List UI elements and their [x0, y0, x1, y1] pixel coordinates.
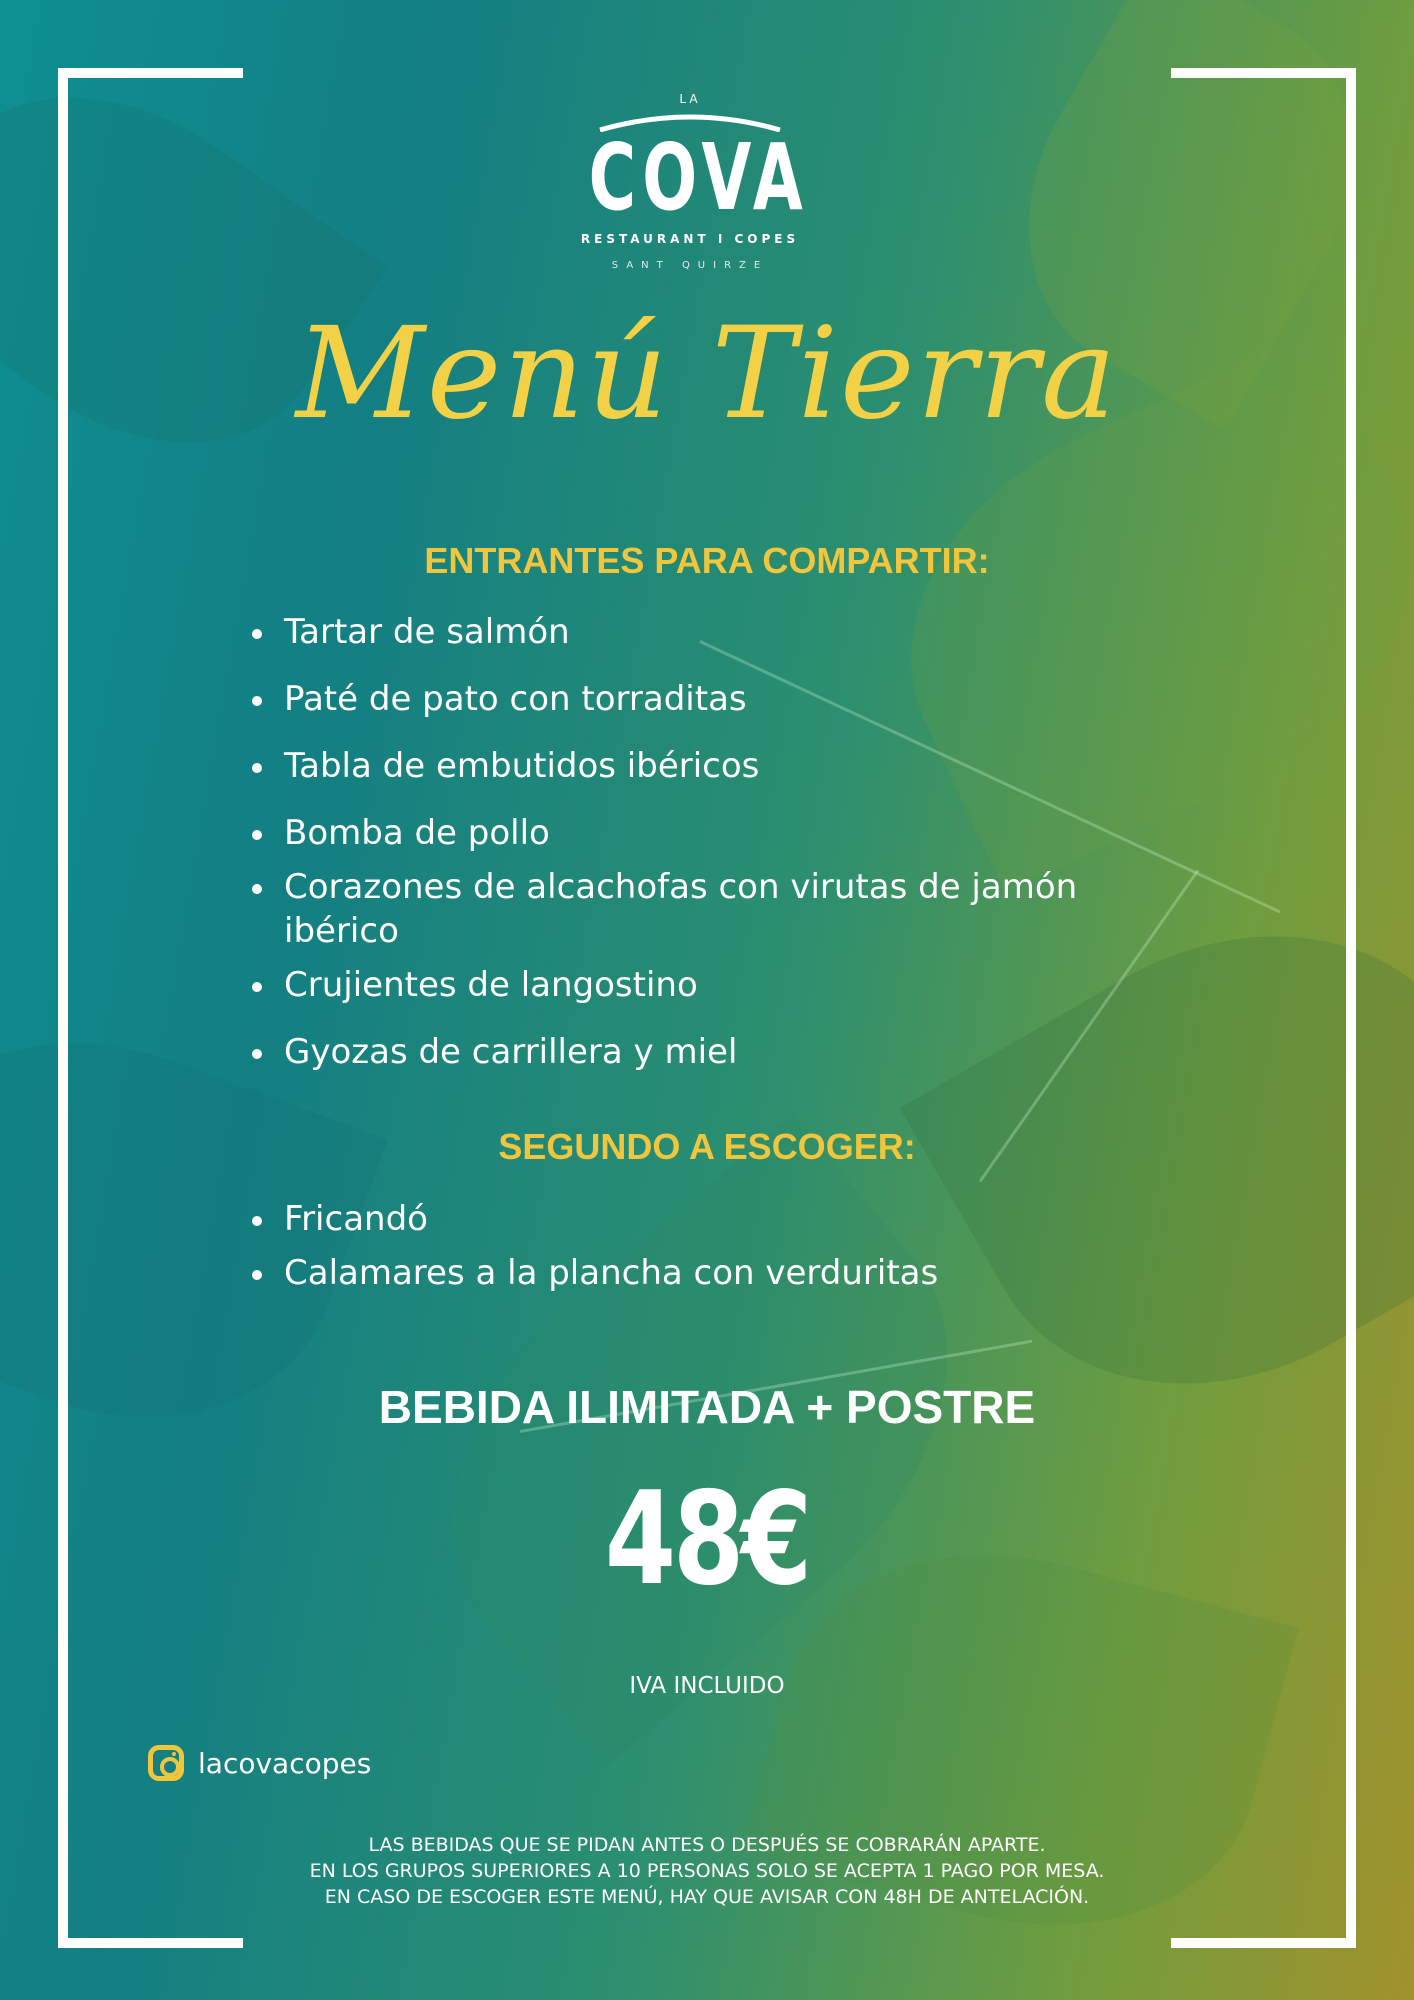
- list-item: Calamares a la plancha con verduritas: [248, 1251, 1198, 1295]
- menu-title: Menú Tierra: [295, 300, 1119, 447]
- instagram-link[interactable]: [148, 1745, 371, 1781]
- footer-note: EN LOS GRUPOS SUPERIORES A 10 PERSONAS SOLO SE ACEPTA 1 PAGO POR MESA.: [309, 1860, 1105, 1882]
- instagram-icon: [148, 1745, 184, 1781]
- extras-banner: BEBIDA ILIMITADA + POSTRE: [378, 1381, 1036, 1433]
- list-item: Corazones de alcachofas con virutas de jamón ibérico: [248, 865, 1164, 953]
- logo-prefix: LA: [679, 92, 701, 106]
- mains-list: [248, 1197, 1198, 1295]
- menu-price: 48€: [604, 1465, 810, 1614]
- logo-name: COVA: [588, 124, 809, 231]
- footer-note: LAS BEBIDAS QUE SE PIDAN ANTES O DESPUÉS SE COBRARÁN APARTE.: [368, 1834, 1046, 1856]
- restaurant-logo: [560, 92, 820, 271]
- logo-subtitle: RESTAURANT I COPES: [580, 232, 800, 246]
- list-item: Paté de pato con torraditas: [248, 677, 1198, 721]
- list-item: Tartar de salmón: [248, 610, 1198, 654]
- logo-place: SANT QUIRZE: [611, 260, 769, 271]
- starters-list: [248, 610, 1198, 1074]
- list-item: Fricandó: [248, 1197, 1198, 1241]
- list-item: Crujientes de langostino: [248, 963, 1198, 1007]
- list-item: Tabla de embutidos ibéricos: [248, 744, 1198, 788]
- list-item: Bomba de pollo: [248, 811, 1198, 855]
- list-item: Gyozas de carrillera y miel: [248, 1030, 1198, 1074]
- footer-note: EN CASO DE ESCOGER ESTE MENÚ, HAY QUE AVISAR CON 48H DE ANTELACIÓN.: [324, 1886, 1090, 1908]
- instagram-handle: lacovacopes: [198, 1746, 372, 1780]
- starters-heading: ENTRANTES PARA COMPARTIR:: [424, 540, 990, 581]
- tax-note: IVA INCLUIDO: [629, 1673, 785, 1699]
- footer-notes: [0, 1832, 1414, 1910]
- mains-heading: SEGUNDO A ESCOGER:: [498, 1126, 916, 1167]
